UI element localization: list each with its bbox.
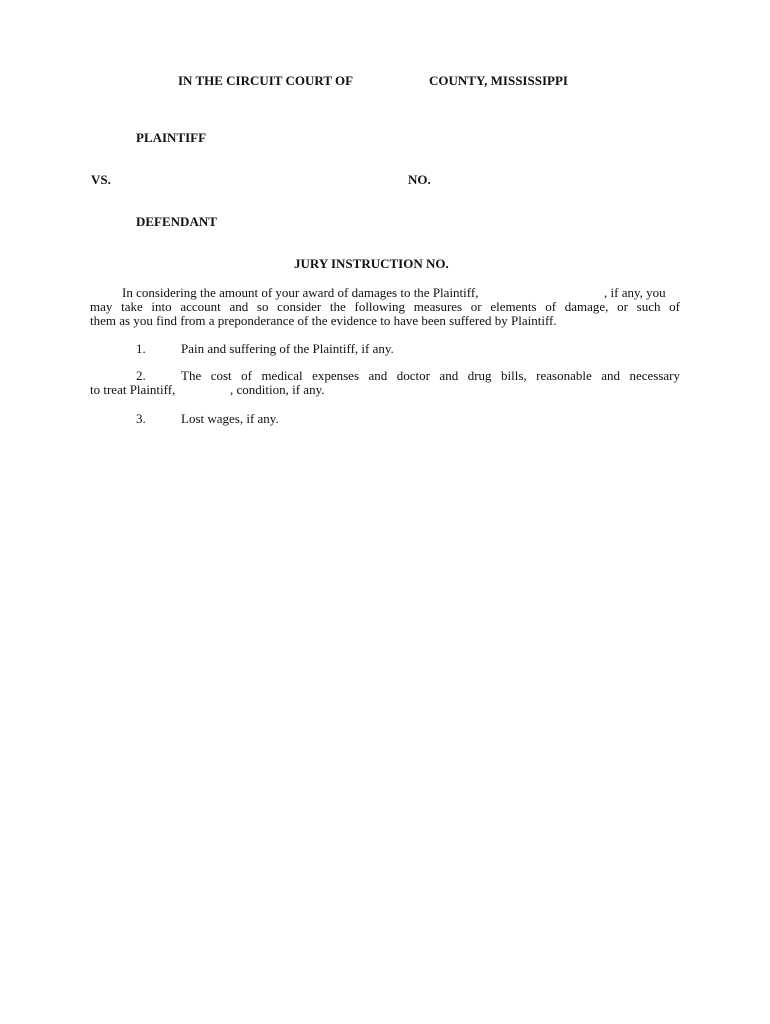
- plaintiff-label: PLAINTIFF: [136, 130, 207, 145]
- item-2-text-line-2-end: , condition, if any.: [230, 382, 325, 397]
- item-3-number: 3.: [136, 411, 146, 426]
- defendant-label: DEFENDANT: [136, 214, 217, 229]
- item-1-text: Pain and suffering of the Plaintiff, if any.: [181, 341, 394, 356]
- court-heading-county: COUNTY, MISSISSIPPI: [429, 73, 568, 88]
- item-2-text-line-2-start: to treat Plaintiff,: [90, 382, 176, 397]
- item-1-number: 1.: [136, 341, 146, 356]
- court-heading-left: IN THE CIRCUIT COURT OF: [178, 73, 354, 88]
- item-2-text-line-1: The cost of medical expenses and doctor and drug bills, reasonable and necessary: [181, 368, 680, 383]
- paragraph-line-3: them as you find from a preponderance of the evidence to have been suffered by Plaintiff.: [90, 313, 557, 328]
- instruction-title: JURY INSTRUCTION NO.: [294, 256, 449, 271]
- paragraph-line-1-start: In considering the amount of your award of damages to the Plaintiff,: [122, 285, 479, 300]
- paragraph-line-1-end: , if any, you: [604, 285, 666, 300]
- paragraph-line-2: may take into account and so consider the following measures or elements of damage, or such of: [90, 299, 680, 314]
- case-number-label: NO.: [408, 172, 431, 187]
- item-3-text: Lost wages, if any.: [181, 411, 279, 426]
- item-2-number: 2.: [136, 368, 146, 383]
- versus-label: VS.: [91, 172, 111, 187]
